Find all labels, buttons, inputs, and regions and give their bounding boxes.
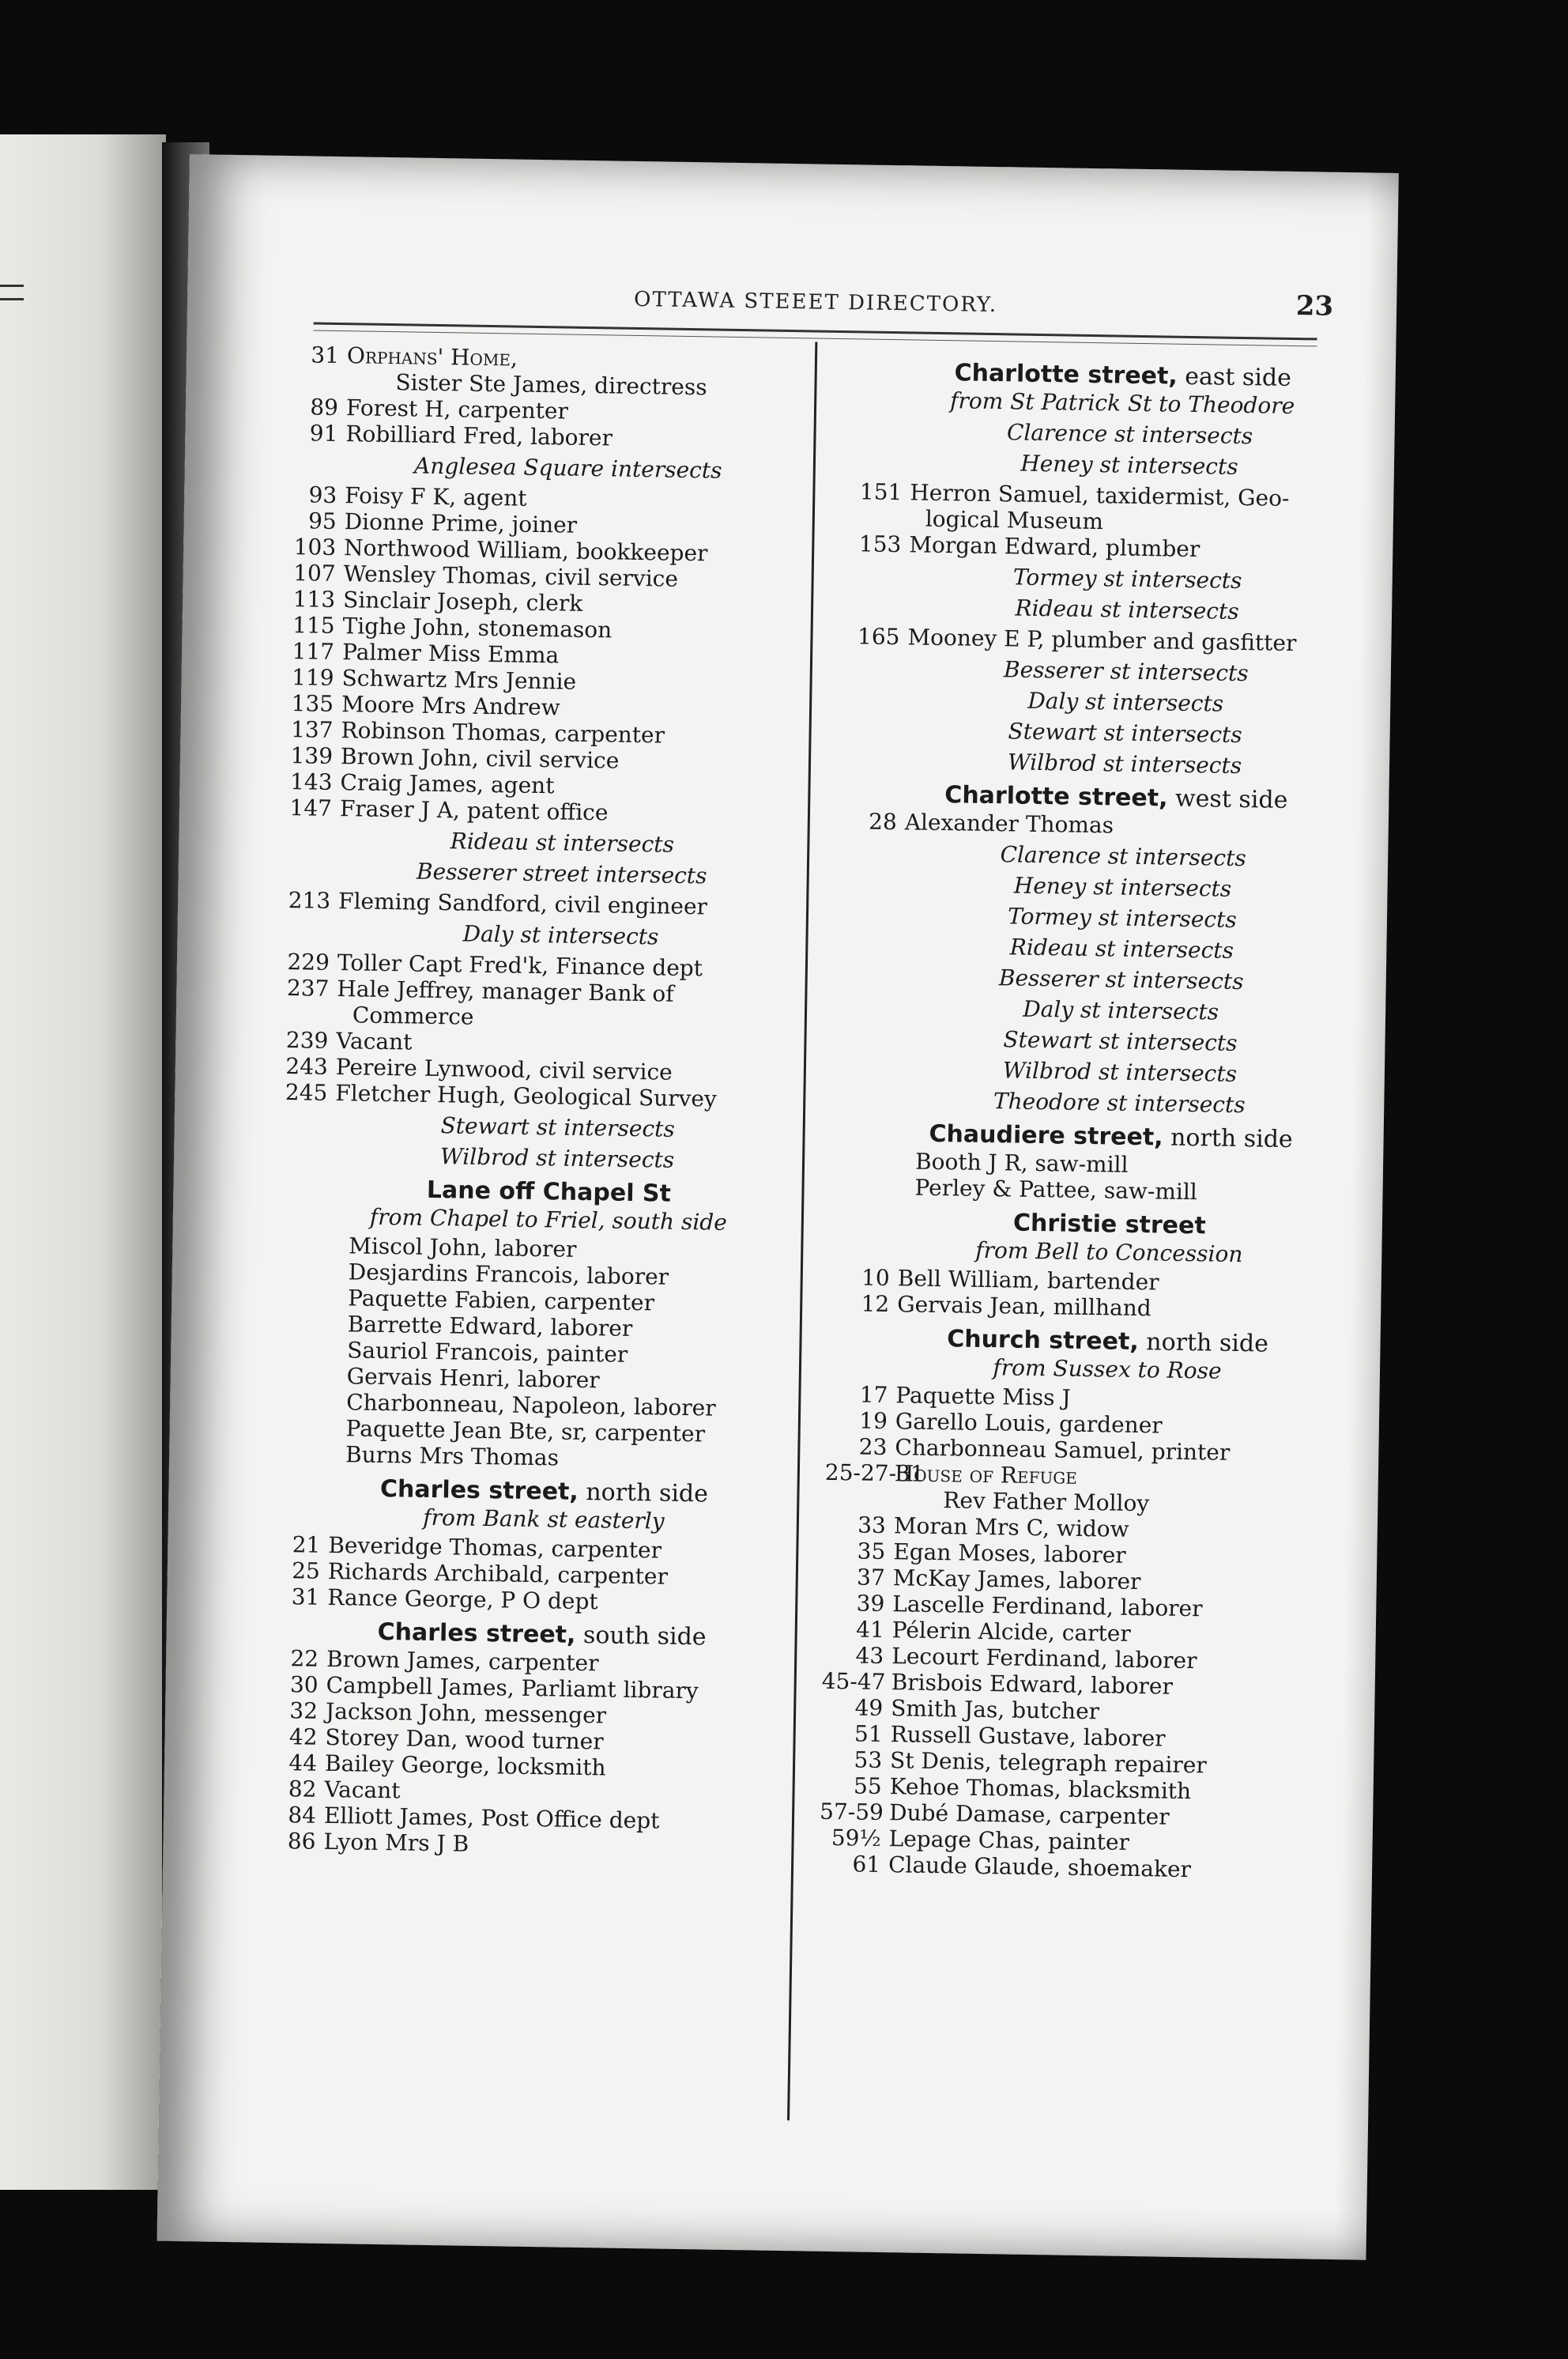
- house-number: 42: [288, 1723, 318, 1750]
- street-heading: Charlotte street, east side: [954, 359, 1292, 392]
- left-block-orphans: [276, 342, 799, 454]
- entry-continuation: logical Museum: [925, 505, 1104, 535]
- house-number: 33: [857, 1512, 887, 1539]
- house-number: 53: [854, 1746, 883, 1774]
- left-block-fleming: [269, 887, 790, 921]
- resident-name: Lecourt Ferdinand, laborer: [891, 1643, 1197, 1674]
- directory-entry: [269, 887, 790, 921]
- house-number: 23: [858, 1433, 888, 1461]
- charlotte-east-entries: [838, 623, 1351, 657]
- christie-entries: [827, 1264, 1342, 1324]
- resident-name: Vacant: [336, 1028, 413, 1055]
- house-number: 153: [858, 530, 902, 558]
- intersect-label: Besserer st intersects: [1003, 656, 1249, 687]
- house-number: 103: [293, 534, 337, 560]
- resident-name: Pélerin Alcide, carter: [891, 1617, 1132, 1647]
- resident-name: Fleming Sandford, civil engineer: [337, 888, 708, 920]
- house-number: 93: [308, 481, 337, 508]
- resident-name: Hale Jeffrey, manager Bank of: [337, 976, 674, 1007]
- house-number: 139: [290, 742, 334, 769]
- resident-name: Palmer Miss Emma: [341, 639, 560, 669]
- house-number: 30: [289, 1671, 318, 1698]
- intersect-label: Clarence st intersects: [1006, 419, 1253, 450]
- resident-name: Campbell James, Parliamt library: [326, 1671, 699, 1704]
- page-number: 23: [1295, 290, 1334, 323]
- resident-name: Dionne Prime, joiner: [344, 508, 578, 538]
- street-range: from Sussex to Rose: [993, 1354, 1222, 1384]
- house-number: 28: [868, 808, 898, 836]
- resident-name: Morgan Edward, plumber: [909, 531, 1200, 563]
- house-number: 82: [288, 1776, 317, 1802]
- intersect-label: Rideau st intersects: [1009, 934, 1234, 964]
- resident-name: Rance George, P O dept: [327, 1583, 598, 1615]
- house-number: 119: [291, 664, 334, 691]
- house-number: 39: [856, 1590, 885, 1617]
- house-number: 89: [310, 394, 339, 421]
- resident-name: Schwartz Mrs Jennie: [341, 665, 577, 695]
- resident-name: Jackson John, messenger: [325, 1697, 607, 1729]
- house-number: 137: [290, 716, 334, 743]
- intersect-label: Besserer street intersects: [416, 858, 707, 889]
- intersect-label: Rideau st intersects: [1015, 594, 1239, 625]
- street-heading: Charles street, north side: [379, 1474, 709, 1508]
- directory-entry: [838, 623, 1351, 657]
- intersect-label: Heney st intersects: [1013, 872, 1232, 902]
- house-number: 107: [292, 560, 336, 587]
- house-number: 44: [288, 1749, 318, 1776]
- directory-entry: Perley & Pattee, saw-mill: [914, 1174, 1198, 1206]
- house-number: 22: [290, 1645, 319, 1672]
- house-number: 61: [852, 1851, 881, 1878]
- resident-name: Moran Mrs C, widow: [893, 1512, 1129, 1542]
- resident-name: Sinclair Joseph, clerk: [342, 587, 583, 617]
- resident-name: Wensley Thomas, civil service: [343, 560, 679, 592]
- house-number: 165: [857, 623, 900, 651]
- house-number: 117: [292, 638, 335, 665]
- house-number: 213: [288, 887, 331, 914]
- resident-name: Richards Archibald, carpenter: [327, 1557, 669, 1590]
- resident-name: Egan Moses, laborer: [893, 1538, 1126, 1568]
- house-number: 59½: [831, 1825, 881, 1851]
- resident-name: St Denis, telegraph repairer: [889, 1747, 1208, 1779]
- church-entries: [819, 1381, 1340, 1885]
- left-block-toller: [266, 949, 790, 1113]
- resident-name: Northwood William, bookkeeper: [343, 534, 708, 567]
- house-number: 229: [287, 949, 330, 976]
- intersect-label: Stewart st intersects: [440, 1112, 676, 1142]
- street-heading: Church street, north side: [946, 1325, 1269, 1358]
- house-number: 57-59: [819, 1798, 884, 1826]
- intersect-label: Theodore st intersects: [993, 1088, 1246, 1119]
- house-number: 19: [859, 1407, 888, 1435]
- house-number: 25: [291, 1557, 321, 1584]
- resident-name: Brisbois Edward, laborer: [891, 1669, 1174, 1700]
- intersect-label: Stewart st intersects: [1008, 718, 1242, 749]
- directory-entry: Gervais Henri, laborer: [346, 1363, 600, 1394]
- house-number: 86: [287, 1828, 316, 1855]
- entry-continuation: Commerce: [352, 1002, 474, 1030]
- street-heading: Charlotte street, west side: [944, 781, 1288, 814]
- resident-name: Paquette Miss J: [895, 1382, 1071, 1411]
- street-range: from Bell to Concession: [974, 1236, 1243, 1268]
- house-number: 35: [857, 1538, 886, 1565]
- house-number: 135: [291, 690, 334, 717]
- left-block-addresses: [270, 481, 797, 828]
- resident-name: Elliott James, Post Office dept: [323, 1802, 660, 1834]
- resident-name: Lyon Mrs J B: [323, 1828, 469, 1857]
- house-number: 37: [856, 1564, 886, 1591]
- entry-continuation: Rev Father Molloy: [943, 1487, 1150, 1517]
- right-column: [819, 350, 1356, 1885]
- resident-name: Bailey George, locksmith: [324, 1749, 606, 1781]
- house-number: 147: [289, 795, 333, 821]
- house-number: 21: [292, 1531, 321, 1558]
- house-number: 113: [292, 586, 336, 613]
- chaudiere-entries: [829, 1147, 1344, 1207]
- house-number: 12: [861, 1290, 890, 1318]
- intersect-label: Tormey st intersects: [1012, 564, 1242, 594]
- street-range: from Bank st easterly: [423, 1504, 665, 1534]
- directory-entry: Charbonneau, Napoleon, laborer: [345, 1389, 716, 1421]
- intersect-label: Wilbrod st intersects: [1002, 1057, 1238, 1087]
- directory-entry: Paquette Fabien, carpenter: [348, 1285, 655, 1316]
- resident-name: Charbonneau Samuel, printer: [895, 1434, 1231, 1466]
- resident-name: Mooney E P, plumber and gasfitter: [907, 624, 1297, 657]
- street-range: from Chapel to Friel, south side: [369, 1203, 728, 1236]
- resident-name: Gervais Jean, millhand: [897, 1291, 1152, 1322]
- intersect-label: Clarence st intersects: [1000, 841, 1247, 872]
- resident-name: Orphans' Home,: [346, 342, 518, 372]
- intersect-label: Rideau st intersects: [450, 828, 675, 858]
- charlotte-west-intersections: [831, 839, 1348, 1119]
- resident-name: Fletcher Hugh, Geological Survey: [335, 1080, 718, 1112]
- intersect-label: Daly st intersects: [1027, 687, 1224, 717]
- resident-name: Craig James, agent: [340, 769, 555, 799]
- intersect-label: Wilbrod st intersects: [1007, 749, 1242, 779]
- resident-name: Alexander Thomas: [904, 809, 1114, 839]
- resident-name: Tighe John, stonemason: [342, 613, 612, 644]
- house-number: 41: [855, 1616, 885, 1644]
- resident-name: Foisy F K, agent: [344, 482, 527, 511]
- entry-continuation: Sister Ste James, directress: [395, 369, 707, 401]
- resident-name: Brown John, civil service: [340, 743, 620, 774]
- resident-name: Dubé Damase, carpenter: [888, 1799, 1170, 1830]
- house-number: 91: [309, 420, 338, 447]
- house-number: 55: [853, 1772, 882, 1800]
- charles-south-entries: [254, 1645, 778, 1862]
- directory-page: [157, 154, 1399, 2260]
- house-number: 43: [855, 1642, 884, 1670]
- resident-name: House of Refuge: [894, 1460, 1078, 1489]
- intersect-label: Stewart st intersects: [1003, 1026, 1238, 1056]
- directory-entry: Paquette Jean Bte, sr, carpenter: [345, 1415, 706, 1447]
- house-number: 25-27-31: [824, 1459, 925, 1487]
- resident-name: Russell Gustave, laborer: [890, 1721, 1166, 1752]
- house-number: 115: [292, 612, 335, 639]
- facing-page-mark: [0, 285, 24, 300]
- house-number: 10: [861, 1264, 891, 1292]
- directory-entry: Burns Mrs Thomas: [345, 1441, 560, 1471]
- house-number: 95: [307, 508, 337, 534]
- intersect-label: Wilbrod st intersects: [439, 1143, 675, 1173]
- intersect-label: Daly st intersects: [462, 920, 659, 950]
- resident-name: Vacant: [324, 1776, 401, 1804]
- lane-entries: [260, 1232, 786, 1474]
- house-number: 45-47: [821, 1667, 886, 1696]
- resident-name: Forest H, carpenter: [345, 394, 569, 425]
- resident-name: Kehoe Thomas, blacksmith: [889, 1773, 1192, 1805]
- street-heading: Charles street, south side: [377, 1617, 707, 1651]
- house-number: 17: [859, 1381, 888, 1409]
- charles-north-entries: [258, 1531, 780, 1617]
- resident-name: Robilliard Fred, laborer: [345, 421, 613, 451]
- house-number: 31: [311, 342, 340, 368]
- house-number: 239: [285, 1027, 329, 1054]
- resident-name: Brown James, carpenter: [326, 1645, 599, 1677]
- directory-entry: Desjardins Francois, laborer: [348, 1259, 669, 1290]
- resident-name: Smith Jas, butcher: [890, 1695, 1100, 1725]
- resident-name: Bell William, bartender: [897, 1265, 1159, 1296]
- resident-name: Lascelle Ferdinand, laborer: [892, 1591, 1203, 1622]
- resident-name: Herron Samuel, taxidermist, Geo-: [910, 479, 1290, 511]
- house-number: 32: [289, 1697, 318, 1724]
- intersect-label: Besserer st intersects: [998, 964, 1244, 995]
- street-range: from St Patrick St to Theodore: [949, 387, 1295, 419]
- directory-entry: Miscol John, laborer: [349, 1232, 577, 1263]
- house-number: 143: [289, 768, 333, 795]
- resident-name: Storey Dan, wood turner: [325, 1723, 604, 1755]
- house-number: 151: [859, 478, 903, 506]
- intersect-label: Anglesea Square intersects: [413, 452, 722, 484]
- resident-name: Toller Capt Fred'k, Finance dept: [337, 949, 703, 982]
- house-number: 49: [854, 1694, 884, 1722]
- street-heading: Lane off Chapel St: [426, 1176, 672, 1208]
- directory-entry: Barrette Edward, laborer: [347, 1311, 633, 1342]
- intersect-label: Daly st intersects: [1022, 995, 1219, 1025]
- resident-name: Pereire Lynwood, civil service: [335, 1054, 673, 1085]
- left-column: [254, 342, 799, 1862]
- house-number: 31: [291, 1583, 320, 1610]
- charlotte-east-entries: [839, 478, 1354, 564]
- resident-name: Robinson Thomas, carpenter: [341, 717, 665, 749]
- house-number: 51: [854, 1720, 883, 1748]
- resident-name: Beveridge Thomas, carpenter: [328, 1531, 662, 1564]
- resident-name: McKay James, laborer: [892, 1564, 1141, 1595]
- house-number: 243: [285, 1053, 329, 1080]
- street-heading: Chaudiere street, north side: [929, 1119, 1293, 1154]
- resident-name: Fraser J A, patent office: [339, 795, 609, 826]
- resident-name: Moore Mrs Andrew: [341, 691, 560, 721]
- page-title: OTTAWA STEEET DIRECTORY.: [633, 287, 998, 318]
- resident-name: Lepage Chas, painter: [888, 1825, 1130, 1855]
- house-number: 237: [286, 975, 330, 1002]
- directory-entry: Booth J R, saw-mill: [914, 1148, 1129, 1178]
- resident-name: Claude Glaude, shoemaker: [888, 1851, 1192, 1883]
- resident-name: Garello Louis, gardener: [895, 1408, 1163, 1439]
- house-number: 245: [285, 1079, 328, 1106]
- intersect-label: Tormey st intersects: [1007, 903, 1237, 933]
- facing-page: [0, 134, 166, 2190]
- street-heading: Christie street: [1012, 1209, 1207, 1240]
- directory-entry: Sauriol Francois, painter: [347, 1337, 628, 1368]
- house-number: 84: [288, 1802, 317, 1829]
- intersect-label: Heney st intersects: [1020, 450, 1238, 480]
